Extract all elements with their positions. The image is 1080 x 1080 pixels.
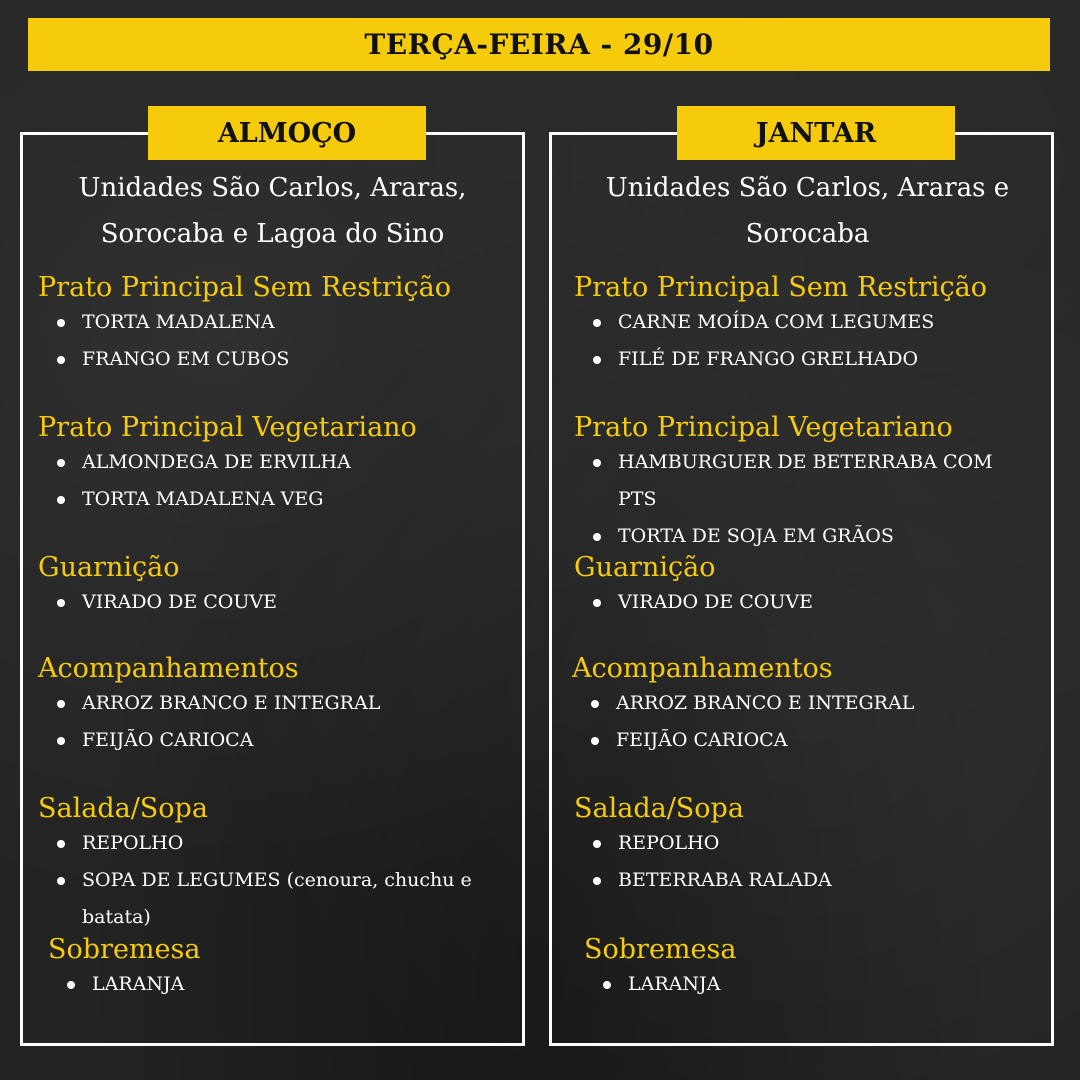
lunch-tab-label: ALMOÇO — [148, 106, 426, 160]
lunch-section-vegetarian — [38, 412, 417, 518]
dinner-units-line-1: Unidades São Carlos, Araras e — [605, 173, 1010, 203]
section-heading: Salada/Sopa — [38, 793, 208, 824]
list-item: HAMBURGUER DE BETERRABA COM — [574, 444, 993, 481]
page-title: TERÇA-FEIRA - 29/10 — [28, 18, 1050, 71]
dinner-section-salad-soup — [574, 793, 832, 899]
section-heading: Acompanhamentos — [38, 653, 299, 684]
lunch-section-accompaniments — [38, 653, 380, 759]
list-item-continuation: PTS — [618, 488, 657, 510]
section-heading: Prato Principal Vegetariano — [574, 412, 953, 443]
list-item: VIRADO DE COUVE — [574, 584, 813, 621]
dinner-section-dessert — [584, 934, 736, 1003]
list-item: VIRADO DE COUVE — [38, 584, 277, 621]
list-item-continuation: batata) — [82, 906, 151, 928]
dinner-units-subtitle — [555, 165, 1060, 257]
list-item: ALMONDEGA DE ERVILHA — [38, 444, 417, 481]
section-heading: Sobremesa — [48, 934, 201, 965]
lunch-section-main — [38, 272, 451, 378]
lunch-section-side — [38, 552, 277, 621]
section-heading: Salada/Sopa — [574, 793, 744, 824]
section-heading: Prato Principal Sem Restrição — [38, 272, 452, 303]
dinner-section-vegetarian — [574, 412, 993, 555]
list-item: FILÉ DE FRANGO GRELHADO — [574, 341, 987, 378]
dinner-tab-label: JANTAR — [677, 106, 955, 160]
list-item: LARANJA — [584, 966, 736, 1003]
section-heading: Prato Principal Sem Restrição — [574, 272, 988, 303]
list-item: SOPA DE LEGUMES (cenoura, chuchu e — [38, 862, 472, 899]
lunch-section-dessert — [48, 934, 200, 1003]
section-heading: Prato Principal Vegetariano — [38, 412, 417, 443]
lunch-section-salad-soup — [38, 793, 472, 936]
list-item: CARNE MOÍDA COM LEGUMES — [574, 304, 987, 341]
list-item: LARANJA — [48, 966, 200, 1003]
list-item: FEIJÃO CARIOCA — [38, 722, 380, 759]
dinner-units-line-2: Sorocaba — [745, 219, 870, 249]
list-item: TORTA DE SOJA EM GRÃOS — [574, 518, 993, 555]
lunch-units-line-2: Sorocaba e Lagoa do Sino — [100, 219, 445, 249]
list-item: BETERRABA RALADA — [574, 862, 832, 899]
dinner-section-side — [574, 552, 813, 621]
dinner-section-accompaniments — [572, 653, 914, 759]
list-item: REPOLHO — [574, 825, 832, 862]
section-heading: Guarnição — [38, 552, 180, 583]
list-item: TORTA MADALENA — [38, 304, 451, 341]
list-item: FEIJÃO CARIOCA — [572, 722, 914, 759]
dinner-section-main — [574, 272, 987, 378]
section-heading: Sobremesa — [584, 934, 737, 965]
list-item: ARROZ BRANCO E INTEGRAL — [38, 685, 380, 722]
section-heading: Acompanhamentos — [572, 653, 833, 684]
lunch-units-subtitle — [20, 165, 525, 257]
list-item: FRANGO EM CUBOS — [38, 341, 451, 378]
list-item: ARROZ BRANCO E INTEGRAL — [572, 685, 914, 722]
list-item: TORTA MADALENA VEG — [38, 481, 417, 518]
list-item: REPOLHO — [38, 825, 472, 862]
section-heading: Guarnição — [574, 552, 716, 583]
lunch-units-line-1: Unidades São Carlos, Araras, — [78, 173, 467, 203]
